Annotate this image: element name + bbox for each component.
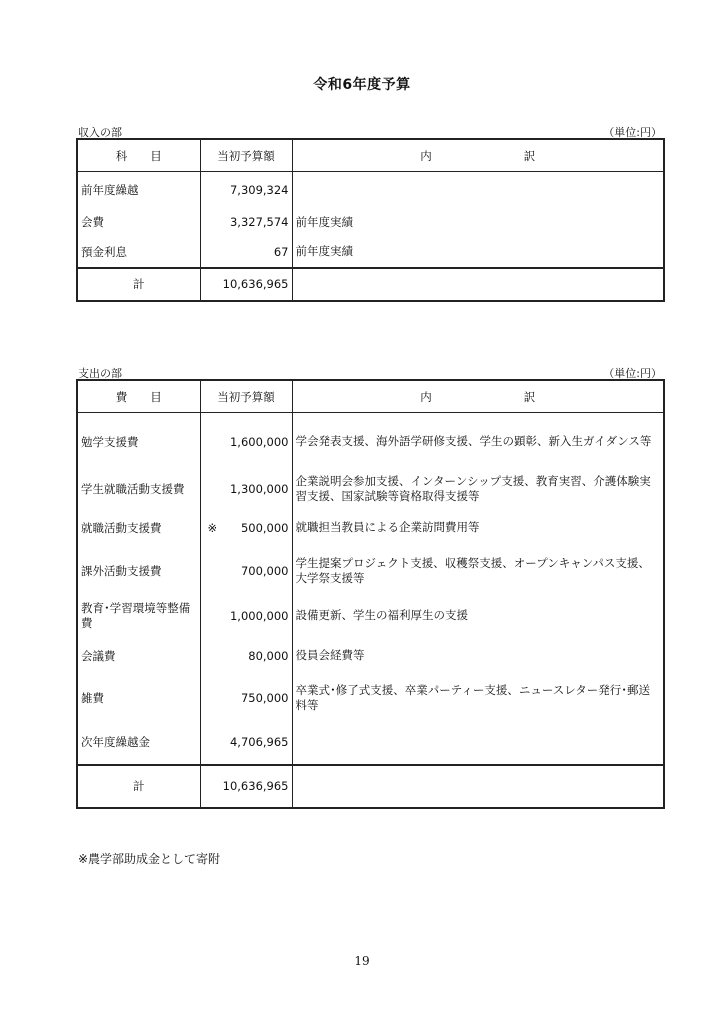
expense-amount: 500,000 <box>240 520 289 535</box>
expense-amount-cell <box>200 548 292 595</box>
income-header-row <box>77 139 664 172</box>
income-table <box>76 138 665 302</box>
expense-amount-cell <box>200 637 292 675</box>
expense-total-amount: 10,636,965 <box>200 765 292 808</box>
expense-amount: 1,600,000 <box>229 434 289 449</box>
income-row <box>77 208 664 237</box>
income-amount: 67 <box>200 237 292 268</box>
expense-total-detail <box>292 765 664 808</box>
footnote: ※農学部助成金として寄附 <box>78 852 221 866</box>
page-number: 19 <box>354 954 370 968</box>
expense-amount-cell <box>200 675 292 721</box>
page-title: 令和6年度予算 <box>313 77 411 93</box>
income-total-detail <box>292 268 664 301</box>
expense-amount-cell <box>200 413 292 471</box>
income-row <box>77 172 664 208</box>
expense-detail: 卒業式･修了式支援、卒業パーティー支援、ニュースレター発行･郵送料等 <box>292 675 664 721</box>
expense-amount: 1,300,000 <box>229 482 289 496</box>
expense-unit-label: （単位:円） <box>603 367 662 380</box>
income-detail <box>292 172 664 208</box>
income-detail: 前年度実績 <box>292 208 664 237</box>
expense-amount-cell <box>200 721 292 765</box>
expense-header-row <box>77 380 664 413</box>
income-item: 前年度繰越 <box>77 172 200 208</box>
expense-row <box>77 413 664 471</box>
expense-row <box>77 675 664 721</box>
expense-row <box>77 637 664 675</box>
expense-detail: 学生提案プロジェクト支援、収穫祭支援、オープンキャンパス支援、大学祭支援等 <box>292 548 664 595</box>
expense-detail: 設備更新、学生の福利厚生の支援 <box>292 595 664 637</box>
expense-total-row <box>77 765 664 808</box>
income-header-detail: 内 訳 <box>292 139 664 172</box>
income-section-label: 収入の部 <box>78 126 122 139</box>
income-detail: 前年度実績 <box>292 237 664 268</box>
income-item: 会費 <box>77 208 200 237</box>
expense-header-amount: 当初予算額 <box>200 380 292 413</box>
expense-item: 就職活動支援費 <box>77 508 200 548</box>
expense-amount: 1,000,000 <box>229 608 289 623</box>
expense-detail: 役員会経費等 <box>292 637 664 675</box>
expense-item: 勉学支援費 <box>77 413 200 471</box>
expense-detail: 学会発表支援、海外語学研修支援、学生の顕彰、新入生ガイダンス等 <box>292 413 664 471</box>
income-total-row <box>77 268 664 301</box>
expense-detail: 企業説明会参加支援、インターンシップ支援、教育実習、介護体験実習支援、国家試験等資格取得支援等 <box>292 471 664 508</box>
expense-section-label: 支出の部 <box>78 367 122 380</box>
expense-item: 学生就職活動支援費 <box>77 471 200 508</box>
expense-amount-cell <box>200 508 292 548</box>
income-total-label: 計 <box>77 268 200 301</box>
income-amount: 3,327,574 <box>200 208 292 237</box>
expense-amount-cell <box>200 471 292 508</box>
expense-item: 課外活動支援費 <box>77 548 200 595</box>
expense-detail: 就職担当教員による企業訪問費用等 <box>292 508 664 548</box>
expense-amount: 700,000 <box>240 564 289 578</box>
expense-item: 次年度繰越金 <box>77 721 200 765</box>
expense-item: 教育･学習環境等整備費 <box>77 595 200 637</box>
expense-row <box>77 721 664 765</box>
expense-detail <box>292 721 664 765</box>
expense-total-label: 計 <box>77 765 200 808</box>
expense-amount: 4,706,965 <box>229 735 289 749</box>
footnote-mark: ※ <box>207 520 218 535</box>
income-total-amount: 10,636,965 <box>200 268 292 301</box>
expense-item: 雑費 <box>77 675 200 721</box>
expense-table <box>76 379 665 809</box>
income-header-amount: 当初予算額 <box>200 139 292 172</box>
expense-row <box>77 471 664 508</box>
expense-amount-cell <box>200 595 292 637</box>
income-item: 預金利息 <box>77 237 200 268</box>
expense-row <box>77 595 664 637</box>
expense-item: 会議費 <box>77 637 200 675</box>
expense-amount: 750,000 <box>240 690 289 705</box>
income-unit-label: （単位:円） <box>603 126 662 139</box>
expense-row <box>77 548 664 595</box>
expense-amount: 80,000 <box>248 648 289 663</box>
income-row <box>77 237 664 268</box>
income-amount: 7,309,324 <box>200 172 292 208</box>
income-header-item: 科 目 <box>77 139 200 172</box>
expense-row <box>77 508 664 548</box>
expense-header-item: 費 目 <box>77 380 200 413</box>
expense-header-detail: 内 訳 <box>292 380 664 413</box>
